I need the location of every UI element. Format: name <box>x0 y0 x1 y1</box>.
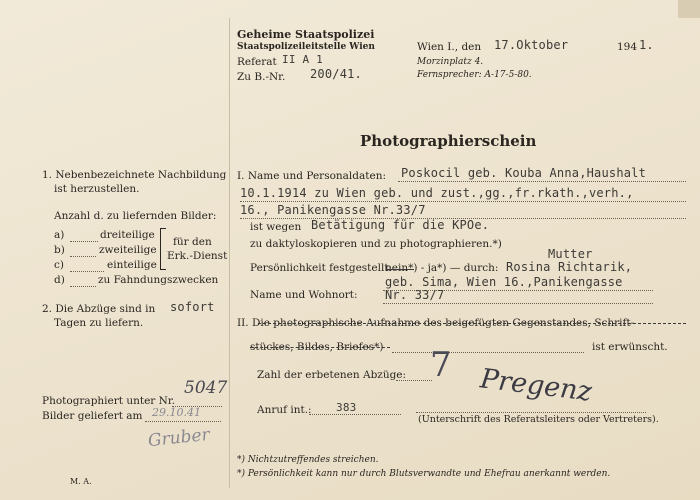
persoenlichkeit-value1: Rosina Richtarik, <box>506 260 633 274</box>
column-divider <box>229 18 230 488</box>
brace-line1: für den <box>173 236 212 248</box>
delivery-days-value: sofort <box>170 300 215 314</box>
brace-line2: Erk.-Dienst <box>167 250 228 262</box>
wohnort-value: Nr. 33/7 <box>385 288 445 302</box>
photographed-label: Photographiert unter Nr. <box>42 395 176 407</box>
abzuege-value: 7 <box>430 345 452 385</box>
option-d-text: zu Fahndungszwecken <box>98 274 219 286</box>
zu-bnr-value: 200/41. <box>310 67 362 81</box>
item2-line1: II. Die photographische Aufnahme des beigefügten Gegenstandes, Schrift- <box>237 317 635 329</box>
year-value: 1. <box>639 38 654 52</box>
wegen-label: ist wegen <box>250 221 302 233</box>
date-value: 17.Oktober <box>494 38 569 52</box>
left-item1-line1: 1. Nebenbezeichnete Nachbildung <box>42 169 227 181</box>
referat-value: II A 1 <box>282 53 323 66</box>
delivered-label: Bilder geliefert am <box>42 410 143 422</box>
item1-label: I. Name und Personaldaten: <box>237 170 386 182</box>
footnote-1: *) Nichtzutreffendes streichen. <box>237 455 379 465</box>
official-signature: Pregenz <box>478 363 594 408</box>
nein-ja-text: nein*) - ja*) — durch: <box>385 262 499 274</box>
office-name: Staatspolizeileitstelle Wien <box>237 42 375 52</box>
purpose-text: zu daktyloskopieren und zu photographieren.*) <box>250 238 502 250</box>
agency-name: Geheime Staatspolizei <box>237 28 375 41</box>
anruf-value: 383 <box>336 401 357 414</box>
name-line1: Poskocil geb. Kouba Anna,Haushalt <box>401 166 647 180</box>
document-title: Photographierschein <box>360 132 537 150</box>
option-a-letter: a) <box>54 229 65 241</box>
name-line3: 16., Panikengasse Nr.33/7 <box>240 203 426 217</box>
name-line2: 10.1.1914 zu Wien geb. und zust.,gg.,fr.rkath.,verh., <box>240 186 634 200</box>
persoenlichkeit-value2: geb. Sima, Wien 16.,Panikengasse <box>385 275 623 289</box>
left-item2-line1: 2. Die Abzüge sind in <box>42 303 156 315</box>
option-d-letter: d) <box>54 274 65 286</box>
option-c-letter: c) <box>54 259 64 271</box>
option-b-text: zweiteilige <box>99 244 157 256</box>
wegen-value: Betätigung für die KPOe. <box>311 218 490 232</box>
signature-gruber: Gruber <box>147 424 211 452</box>
option-a-text: dreiteilige <box>100 229 155 241</box>
left-item2-line2: Tagen zu liefern. <box>54 317 144 329</box>
anzahl-label: Anzahl d. zu liefernden Bilder: <box>54 210 217 222</box>
footer-mark: M. A. <box>70 477 92 486</box>
anruf-label: Anruf int.: <box>257 404 312 416</box>
folded-corner <box>678 0 700 18</box>
option-b-letter: b) <box>54 244 65 256</box>
signature-caption: (Unterschrift des Referatsleiters oder Vertreters). <box>418 414 659 425</box>
zu-bnr-label: Zu B.-Nr. <box>237 71 286 83</box>
address: Morzinplatz 4. <box>417 57 484 67</box>
delivered-date: 29.10.41 <box>152 406 201 419</box>
option-c-text: einteilige <box>107 259 157 271</box>
item2-line2: stückes, Bildes, Briefes*) <box>250 341 384 353</box>
abzuege-label: Zahl der erbetenen Abzüge: <box>257 369 407 381</box>
left-item1-line2: ist herzustellen. <box>54 183 140 195</box>
erwuenscht-text: ist erwünscht. <box>592 341 668 353</box>
persoenlichkeit-label: Persönlichkeit festgestellt: <box>250 262 393 274</box>
referat-label: Referat <box>237 56 277 68</box>
footnote-2: *) Persönlichkeit kann nur durch Blutsverwandte und Ehefrau anerkannt werden. <box>237 469 611 479</box>
place-date-label: Wien I., den <box>417 41 482 53</box>
mutter-note: Mutter <box>548 247 593 261</box>
phone: Fernsprecher: A-17-5-80. <box>417 70 532 80</box>
wohnort-label: Name und Wohnort: <box>250 289 358 301</box>
brace-mark <box>160 228 166 270</box>
year-prefix: 194 <box>617 41 638 53</box>
photographed-number: 5047 <box>184 378 228 398</box>
